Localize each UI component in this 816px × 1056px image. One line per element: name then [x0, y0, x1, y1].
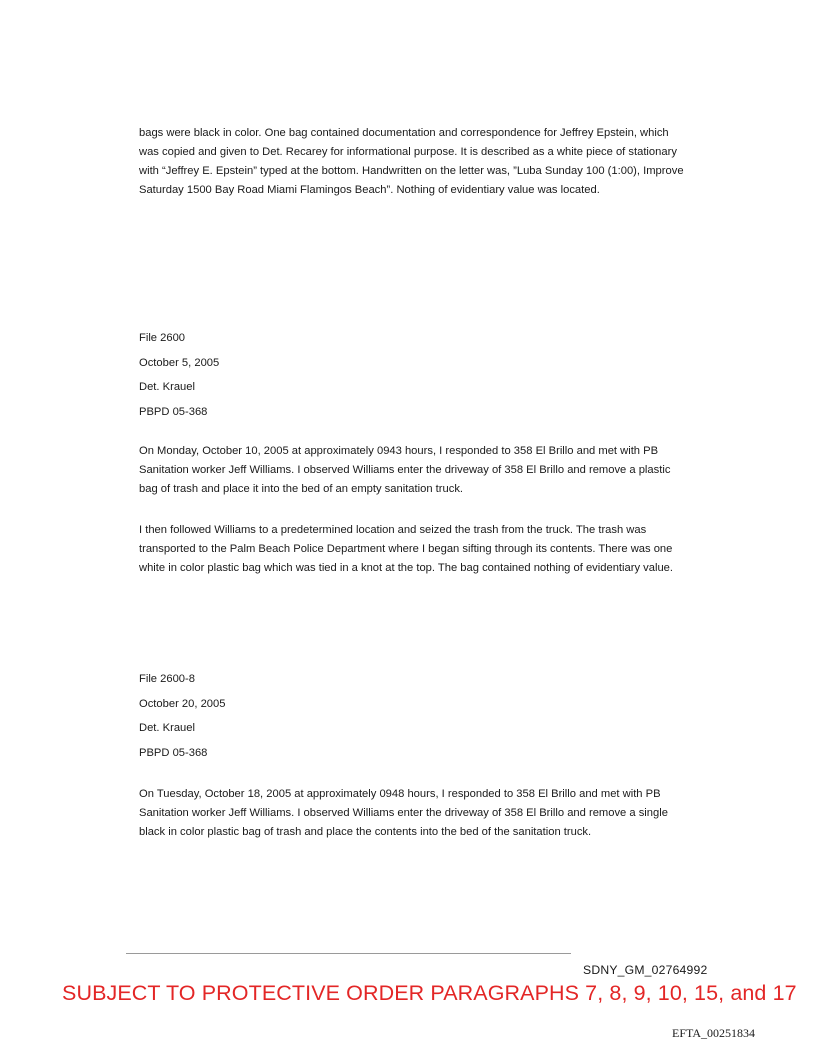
footer-divider — [126, 953, 571, 954]
paragraph-trash-seized: I then followed Williams to a predetermined location and seized the trash from the truck. The trash was transported to the Palm Beach Police Department where I began sifting through its contents. There was one white in color plastic bag which was tied in a knot at the top. The bag contained nothing of evidentiary value. — [139, 524, 674, 574]
paragraph-october-18: On Tuesday, October 18, 2005 at approximately 0948 hours, I responded to 358 El Brillo and met with PB Sanitation worker Jeff Williams. I observed Williams enter the driveway of 358 El Brillo and remove a single black in color plastic bag of trash and place the contents into the bed of the sanitation truck. — [139, 788, 668, 838]
case-number: PBPD 05-368 — [139, 747, 208, 759]
paragraph-october-10: On Monday, October 10, 2005 at approximately 0943 hours, I responded to 358 El Brillo and met with PB Sanitation worker Jeff Williams. I observed Williams enter the driveway of 358 El Brillo and remove a plastic bag of trash and place it into the bed of an empty sanitation truck. — [139, 445, 671, 495]
case-number: PBPD 05-368 — [139, 406, 208, 418]
bates-number: SDNY_GM_02764992 — [583, 963, 708, 977]
protective-order-notice: SUBJECT TO PROTECTIVE ORDER PARAGRAPHS 7, 8, 9, 10, 15, and 17 — [62, 981, 797, 1005]
file-number: File 2600 — [139, 332, 186, 344]
efta-number: EFTA_00251834 — [672, 1026, 756, 1040]
paragraph-bag-contents: bags were black in color. One bag contained documentation and correspondence for Jeffrey Epstein, which was copied and given to Det. Recarey for informational purpose. It is described as a white piece of stationary with “Jeffrey E. Epstein” typed at the bottom. Handwritten on the letter was, ”Luba Sunday 100 (1:00), Improve Saturday 1500 Bay Road Miami Flamingos Beach”. Nothing of evidentiary value was located. — [139, 127, 684, 196]
file-number: File 2600-8 — [139, 673, 195, 685]
entry-date: October 20, 2005 — [139, 698, 226, 710]
detective-name: Det. Krauel — [139, 722, 195, 734]
detective-name: Det. Krauel — [139, 381, 195, 393]
entry-date: October 5, 2005 — [139, 357, 220, 369]
